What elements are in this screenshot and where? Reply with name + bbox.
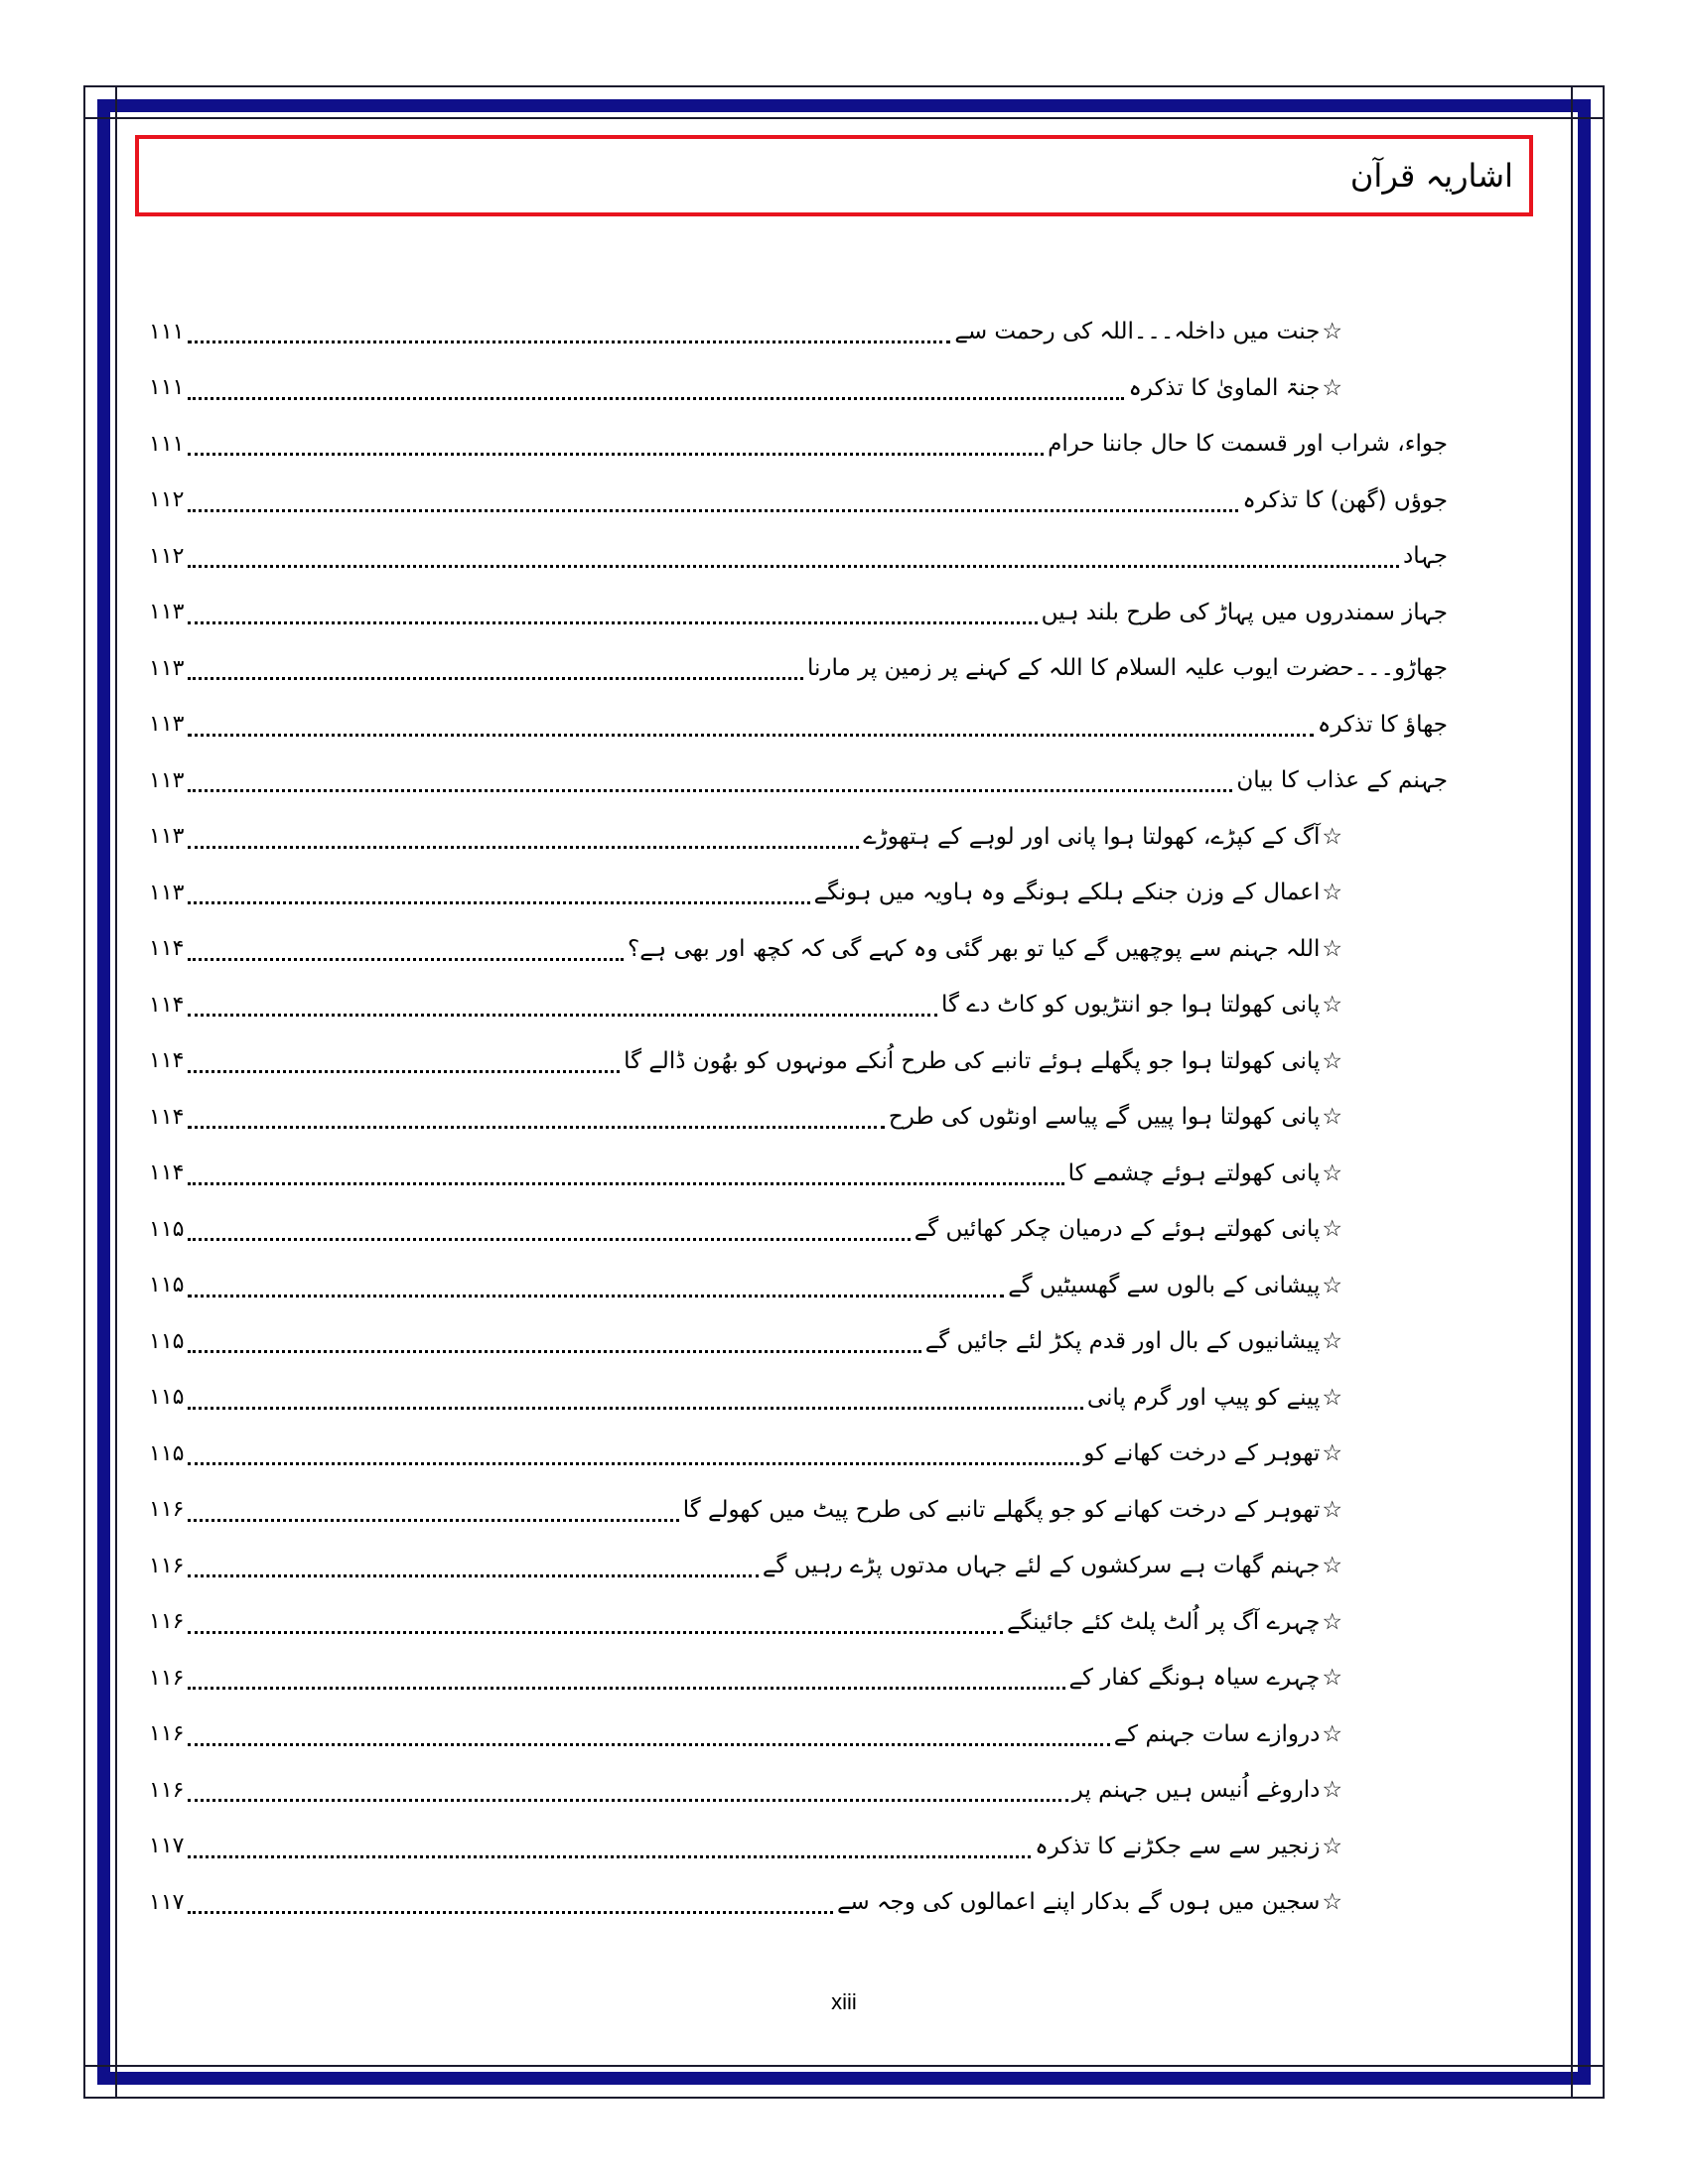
index-entry (149, 304, 1342, 359)
index-entry-text: جہاد (1403, 543, 1448, 569)
index-entry (149, 1762, 1342, 1818)
index-entry-page: ۱۱۳ (149, 712, 185, 737)
index-entry-page: ۱۱۶ (149, 1553, 185, 1578)
dot-leader (188, 1407, 1082, 1410)
index-entry-text: ☆ اللہ جہنم سے پوچھیں گے کیا تو بھر گئی وہ کہے گی کہ کچھ اور بھی ہے؟ (628, 936, 1342, 962)
index-entry-page: ۱۱۴ (149, 1048, 185, 1073)
index-entry (149, 360, 1342, 416)
dot-leader (188, 453, 1044, 456)
dot-leader (188, 1238, 910, 1241)
dot-leader (188, 677, 803, 680)
dot-leader (188, 565, 1399, 568)
index-entry (149, 1874, 1342, 1930)
index-entry-page: ۱۱۱ (149, 375, 185, 400)
index-entry-page: ۱۱۷ (149, 1889, 185, 1915)
index-entry (149, 1258, 1342, 1313)
index-entry-page: ۱۱۴ (149, 1160, 185, 1185)
dot-leader (188, 397, 1124, 400)
dot-leader (188, 1799, 1067, 1802)
index-entry (149, 1706, 1342, 1762)
index-entry-page: ۱۱۷ (149, 1834, 185, 1858)
index-entry (149, 528, 1448, 584)
index-entry (149, 585, 1448, 640)
index-entry-text: ☆ پیشانیوں کے بال اور قدم پکڑ لئے جائیں گے (925, 1328, 1342, 1354)
page-number: xiii (831, 1989, 857, 2014)
index-entry-page: ۱۱۶ (149, 1721, 185, 1746)
index-entry (149, 697, 1448, 752)
index-entry (149, 1089, 1342, 1145)
dot-leader (188, 509, 1238, 512)
index-entry-page: ۱۱۵ (149, 1440, 185, 1466)
index-entry-page: ۱۱۳ (149, 880, 185, 905)
index-entry-text: ☆ پانی کھولتا ہوا جو پگھلے ہوئے تانبے کی طرح اُنکے مونہوں کو بھُون ڈالے گا (624, 1048, 1342, 1074)
index-entry-text: ☆ داروغے اُنیس ہیں جہنم پر (1072, 1777, 1342, 1803)
index-entry-text: ☆ پانی کھولتا ہوا جو انتڑیوں کو کاٹ دے گا (941, 992, 1342, 1018)
index-entry-text: ☆ جہنم گھات ہے سرکشوں کے لئے جہاں مدتوں پڑے رہیں گے (763, 1553, 1342, 1578)
index-entry (149, 977, 1342, 1032)
dot-leader (188, 901, 809, 904)
index-entry (149, 1146, 1342, 1201)
index-entry (149, 1370, 1342, 1426)
index-entry (149, 1313, 1342, 1369)
index-entry-text: ☆ آگ کے کپڑے، کھولتا ہوا پانی اور لوہے کے ہتھوڑے (863, 824, 1342, 850)
index-entry-page: ۱۱۳ (149, 767, 185, 793)
dot-leader (188, 1350, 920, 1353)
index-entry-text: جواء، شراب اور قسمت کا حال جاننا حرام (1048, 431, 1448, 457)
index-entry (149, 1033, 1342, 1089)
index-entry-page: ۱۱۳ (149, 824, 185, 849)
dot-leader (188, 789, 1232, 792)
index-entry-text: ☆ تھوہر کے درخت کھانے کو جو پگھلے تانبے کی طرح پیٹ میں کھولے گا (683, 1497, 1342, 1523)
index-entry (149, 921, 1342, 977)
index-entry-page: ۱۱۳ (149, 600, 185, 624)
dot-leader (188, 1295, 1004, 1297)
dot-leader (188, 1182, 1063, 1185)
index-entry-text: جہاز سمندروں میں پہاڑ کی طرح بلند ہیں (1041, 599, 1448, 625)
dot-leader (188, 1911, 832, 1914)
index-entry (149, 1650, 1342, 1706)
index-entry-text: ☆ سجین میں ہوں گے بدکار اپنے اعمالوں کی وجہ سے (837, 1889, 1342, 1915)
index-entry (149, 1819, 1342, 1874)
index-entry-page: ۱۱۶ (149, 1497, 185, 1522)
index-entry-text: ☆ دروازے سات جہنم کے (1114, 1721, 1342, 1747)
index-entry-page: ۱۱۳ (149, 655, 185, 681)
index-entry-page: ۱۱۶ (149, 1609, 185, 1634)
index-entry-text: جوؤں (گھن) کا تذکرہ (1242, 486, 1448, 513)
index-entry-text: ☆ تھوہر کے درخت کھانے کو (1083, 1440, 1342, 1466)
index-entry (149, 809, 1342, 865)
index-entry-page: ۱۱۵ (149, 1328, 185, 1354)
dot-leader (188, 1014, 937, 1017)
dot-leader (188, 1126, 884, 1129)
dot-leader (188, 621, 1037, 624)
index-entry-page: ۱۱۲ (149, 487, 185, 512)
index-entry-page: ۱۱۱ (149, 319, 185, 344)
index-entry-text: ☆ جنت میں داخلہ۔۔۔اللہ کی رحمت سے (954, 319, 1342, 344)
index-entry (149, 752, 1448, 808)
index-entry-text: ☆ اعمال کے وزن جنکے ہلکے ہونگے وہ ہاویہ میں ہونگے (814, 880, 1342, 905)
index-entry (149, 1201, 1342, 1257)
index-entry (149, 1538, 1342, 1593)
dot-leader (188, 1687, 1064, 1690)
index-entry-page: ۱۱۴ (149, 936, 185, 961)
dot-leader (188, 1743, 1109, 1746)
index-entry-page: ۱۱۶ (149, 1777, 185, 1803)
dot-leader (188, 1070, 620, 1073)
index-entry-text: جہنم کے عذاب کا بیان (1236, 767, 1448, 793)
index-entry-text: ☆ جنۃ الماویٰ کا تذکرہ (1128, 375, 1342, 401)
dot-leader (188, 341, 950, 343)
index-entry-text: ☆ پینے کو پیپ اور گرم پانی (1087, 1385, 1342, 1411)
index-entry (149, 416, 1448, 472)
index-entry-page: ۱۱۵ (149, 1273, 185, 1297)
index-entry-page: ۱۱۴ (149, 992, 185, 1018)
dot-leader (188, 1462, 1079, 1465)
index-entry (149, 865, 1342, 920)
index-entry-text: ☆ پیشانی کے بالوں سے گھسیٹیں گے (1008, 1273, 1342, 1298)
dot-leader (188, 846, 859, 849)
dot-leader (188, 958, 624, 961)
index-entry-text: ☆ چہرے آگ پر اُلٹ پلٹ کئے جائینگے (1007, 1609, 1342, 1635)
dot-leader (188, 734, 1313, 737)
index-entry-page: ۱۱۶ (149, 1665, 185, 1691)
page-title: اشاریہ قرآن (1349, 157, 1513, 195)
dot-leader (188, 1519, 678, 1522)
index-entry-text: جھاؤ کا تذکرہ (1317, 711, 1448, 738)
index-entry-text: ☆ پانی کھولتے ہوئے کے درمیان چکر کھائیں گے (914, 1216, 1342, 1242)
index-entry-text: جھاڑو۔۔۔حضرت ایوب علیہ السلام کا اللہ کے کہنے پر زمین پر مارنا (807, 655, 1448, 681)
index-entry-page: ۱۱۵ (149, 1216, 185, 1242)
index-entry (149, 1594, 1342, 1650)
index-entry (149, 1482, 1342, 1538)
index-entry-text: ☆ زنجیر سے سے جکڑنے کا تذکرہ (1035, 1834, 1342, 1859)
dot-leader (188, 1631, 1002, 1634)
index-entry-text: ☆ پانی کھولتا ہوا پییں گے پیاسے اونٹوں کی طرح (889, 1104, 1342, 1130)
index-entry-text: ☆ چہرے سیاہ ہونگے کفار کے (1069, 1665, 1343, 1691)
index-entry (149, 640, 1448, 696)
index-entry-page: ۱۱۵ (149, 1385, 185, 1410)
index-entry (149, 473, 1448, 528)
dot-leader (188, 1574, 758, 1577)
index-entry-text: ☆ پانی کھولتے ہوئے چشمے کا (1068, 1160, 1342, 1186)
dot-leader (188, 1855, 1031, 1858)
index-entry-page: ۱۱۱ (149, 431, 185, 457)
index-entry-page: ۱۱۲ (149, 543, 185, 569)
index-entry (149, 1426, 1342, 1481)
index-entry-page: ۱۱۴ (149, 1104, 185, 1130)
